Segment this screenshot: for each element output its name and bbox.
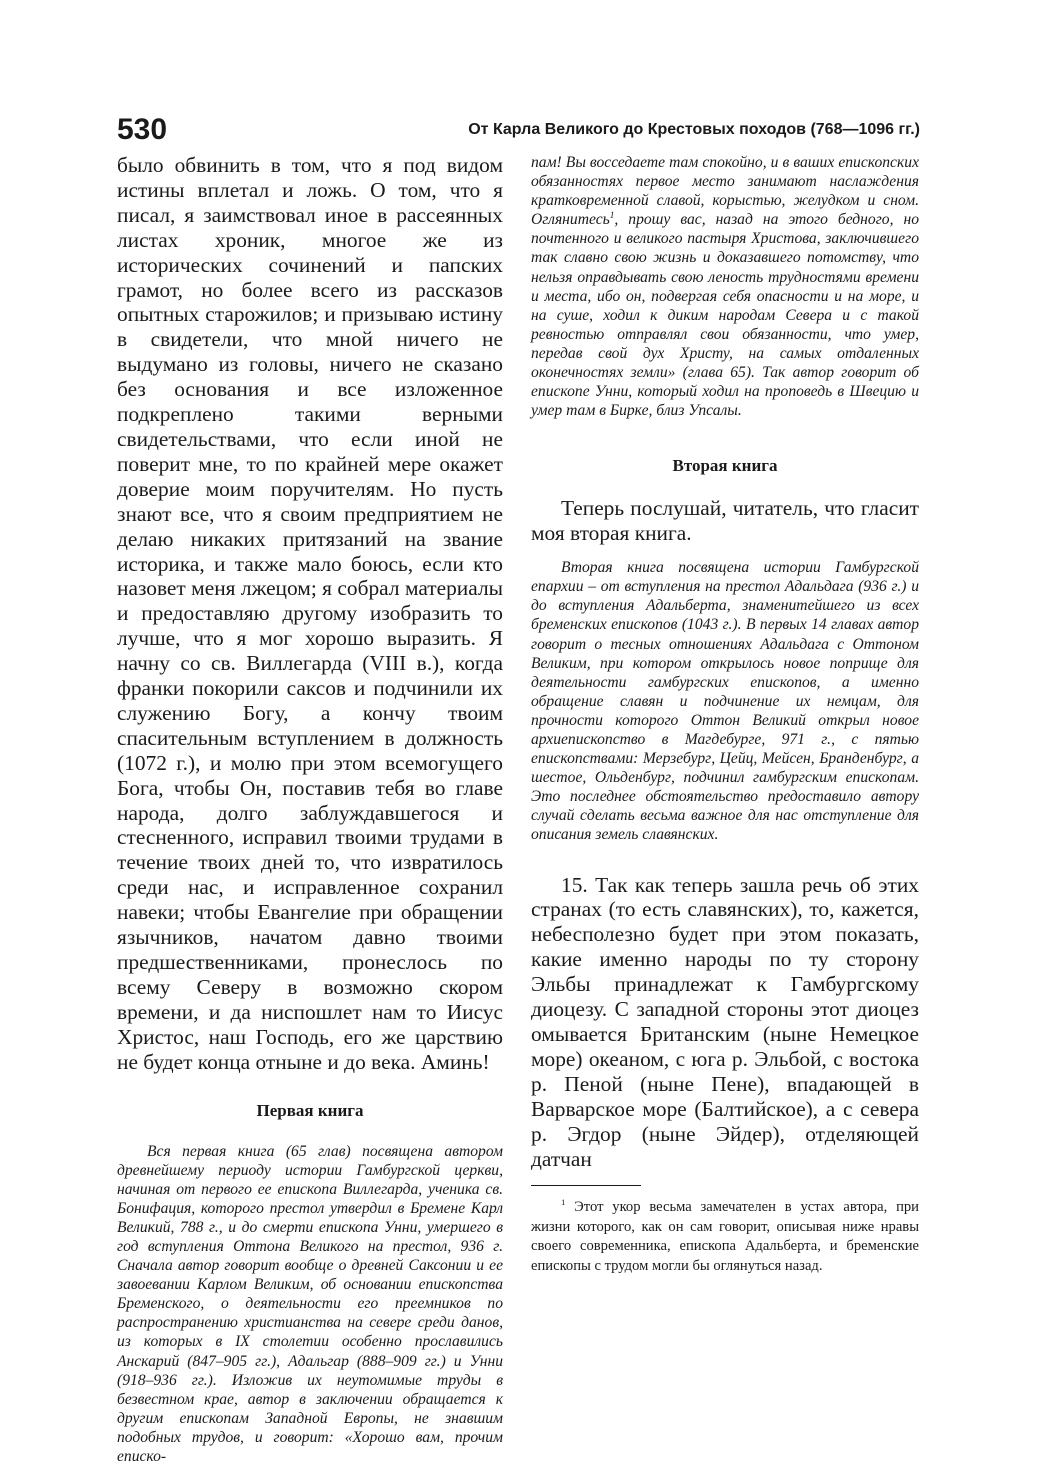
first-book-summary-continued	[531, 153, 919, 420]
second-book-intro: Теперь послушай, читатель, что гласит моя вторая книга.	[531, 496, 919, 546]
footnote-number: 1	[561, 1197, 566, 1208]
footnote-reference: 1	[609, 211, 615, 222]
heading-first-book: Первая книга	[256, 1100, 364, 1120]
heading-second-book: Вторая книга	[672, 456, 778, 476]
running-title: От Карла Великого до Крестовых походов (768—1096 гг.)	[468, 121, 920, 138]
page-header	[117, 112, 920, 152]
right-column	[531, 153, 919, 1276]
paragraph-intro-ending: было обвинить в том, что я под видом истины вплетал и ложь. О том, что я писал, я заимствовал иное в рассеянных листах хроник, многое же из исторических сочинений и папских грамот, но более всего из рассказов опытных старожилов; и призываю истину в свидетели, что мной ничего не выдумано из головы, ничего не сказано без основания и все изложенное подкреплено такими верными свидетельствами, что если иной не поверит мне, то по крайней мере окажет доверие моим поручителям. Но пусть знают все, что я своим предприятием не делаю никаких притязаний на звание историка, и также мало боюсь, если кто назовет меня лжецом; я собрал материалы и предоставляю другому изобразить то лучше, что я мог хорошо выразить. Я начну со св. Виллегарда (VIII в.), когда франки покорили саксов и подчинили их служению Богу, а кончу твоим спасительным вступлением в должность (1072 г.), и молю при этом всемогущего Бога, чтобы Он, поставив тебя во главе народа, долго заблуждавшегося и стесненного, исправил твоими трудами в течение твоих дней то, что извратилось среди нас, и исправленное сохранил навеки; чтобы Евангелие при обращении язычников, начатом давно твоими предшественниками, пронеслось по всему Северу в возможно скором времени, и да ниспошлет нам то Иисус Христос, наш Господь, его же царствию не будет конца отныне и до века. Аминь!	[117, 153, 503, 1074]
paragraph-15: 15. Так как теперь зашла речь об этих странах (то есть славянских), то, кажется, небесполезно будет при этом показать, какие именно народы по ту сторону Эльбы принадлежат к Гамбургскому диоцезу. С западной стороны этот диоцез омывается Британским (ныне Немецкое море) океаном, с юга р. Эльбой, с востока р. Пеной (ныне Пене), впадающей в Варварское море (Балтийское), а с севера р. Эгдор (ныне Эйдер), отделяющей датчан	[531, 872, 919, 1171]
page-number: 530	[117, 113, 168, 146]
left-column	[117, 153, 503, 1466]
second-book-summary: Вторая книга посвящена истории Гамбургской епархии – от вступления на престол Адальдага (936 г.) и до вступления Адальберта, знаменитейшего из всех бременских епископов (1043 г.). В первых 14 главах автор говорит о тесных отношениях Адальдага с Оттоном Великим, при котором открылось новое поприще для деятельности гамбургских епископов, а именно обращение славян и подчинение их немцам, для прочности которого Оттон Великий открыл новое архиепископство в Магдебурге, 971 г., с пятью епископствами: Мерзебург, Цейц, Мейсен, Бранденбург, а шестое, Ольденбург, подчинил гамбургским епископам. Это последнее обстоятельство предоставило автору случай сделать весьма важное для нас отступление для описания земель славянских.	[531, 559, 919, 844]
summary-continuation-part1: пам! Вы восседаете там спокойно, и в ваших епископских обязанностях первое место занимают наслаждения кратковременной славой, корыстью, желудком и сном. Оглянитесь	[531, 154, 919, 229]
first-book-summary: Вся первая книга (65 глав) посвящена автором древнейшему периоду истории Гамбургской церкви, начиная от первого ее епископа Виллегарда, ученика св. Бонифация, которого престол утвердил в Бремене Карл Великий, 788 г., и до смерти епископа Унни, умершего в год вступления Оттона Великого на престол, 936 г. Сначала автор говорит вообще о древней Саксонии и ее завоевании Карлом Великим, об основании епископства Бременского, о деятельности его преемников по распространению христианства на севере среди данов, из которых в IX столетии особенно прославились Анскарий (847–905 гг.), Адальгар (888–909 гг.) и Унни (918–936 гг.). Изложив их неутомимые труды в безвестном крае, автор в заключении обращается к другим епископам Западной Европы, не знавшим подобных трудов, и говорит: «Хорошо вам, прочим еписко-	[117, 1142, 503, 1466]
summary-continuation-part2: , прошу вас, назад на этого бедного, но почтенного и великого пастыря Христова, заключившего так славно свою жизнь и доказавшего потомству, что нельзя оправдывать свою леность трудностями времени и места, ибо он, подвергая себя опасности и на море, и на суше, ходил к диким народам Севера и с такой ревностью отправлял свои обязанности, что умер, передав свой дух Христу, на самых отдаленных оконечностях земли» (глава 65). Так автор говорит об епископе Унни, который ходил на проповедь в Швецию и умер там в Бирке, близ Упсалы.	[531, 211, 919, 420]
footnote	[531, 1198, 919, 1276]
footnote-text: Этот укор весьма замечателен в устах автора, при жизни которого, как он сам говорит, описывая ниже нравы своего современника, епископа Адальберта, и бременские епископы с трудом могли бы оглянуться назад.	[531, 1199, 919, 1274]
